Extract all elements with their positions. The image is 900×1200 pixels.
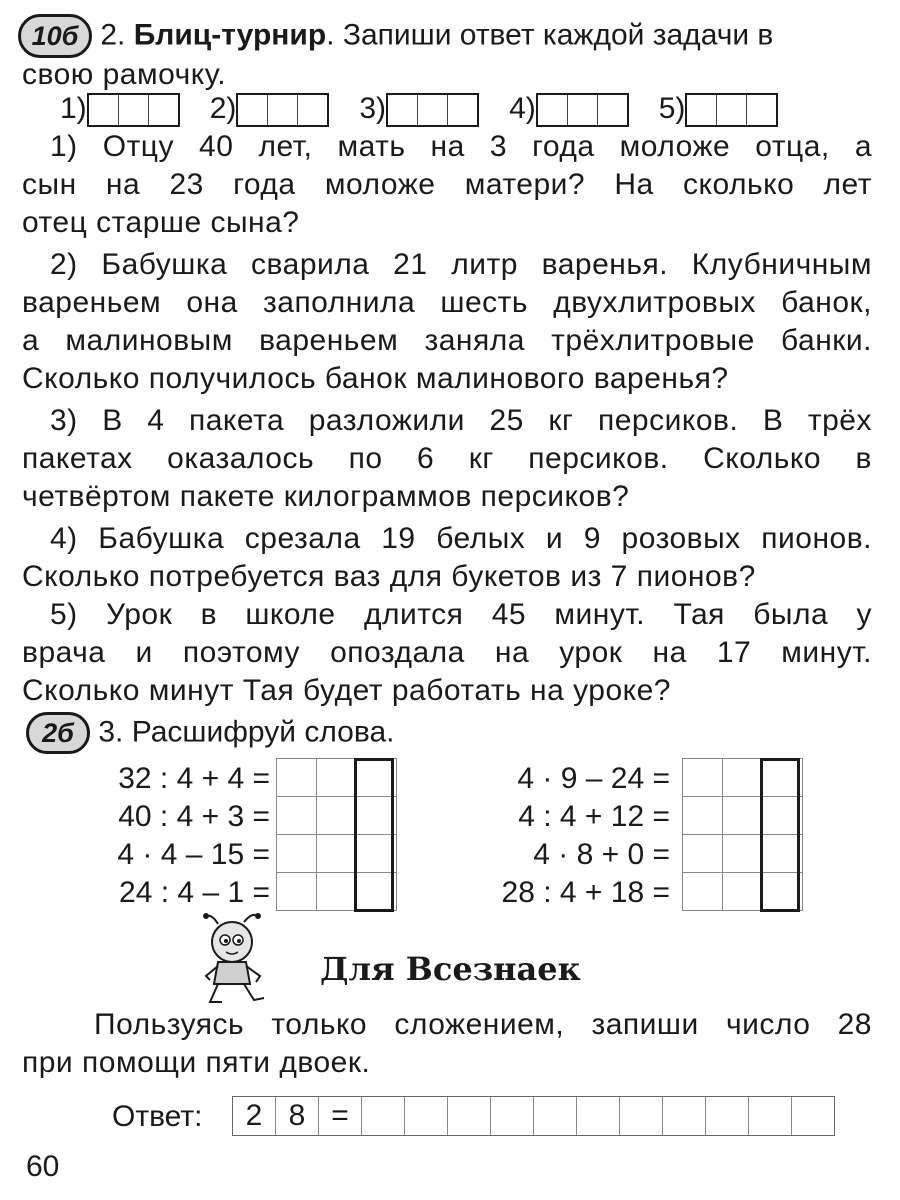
answer-label: 3) bbox=[359, 92, 387, 125]
task2-header bbox=[18, 14, 773, 58]
problem-5-line-1: 5) Урок в школе длится 45 минут. Тая была у bbox=[50, 598, 872, 631]
answer-cell bbox=[491, 1097, 534, 1135]
equation-left-2: 40 : 4 + 3 = bbox=[118, 800, 270, 833]
bonus-text-line-1: Пользуясь только сложением, запиши число 28 bbox=[94, 1008, 872, 1041]
answer-label: 1) bbox=[60, 92, 87, 125]
bonus-answer-label: Ответ: bbox=[112, 1100, 203, 1133]
bonus-heading: Для Всезнаек bbox=[320, 950, 581, 988]
answer-box-1[interactable] bbox=[60, 92, 180, 127]
points-badge: 2б bbox=[26, 712, 90, 754]
task3-header bbox=[26, 712, 395, 754]
answer-cell: 2 bbox=[233, 1097, 276, 1135]
answer-cell bbox=[706, 1097, 749, 1135]
equation-right-4: 28 : 4 + 18 = bbox=[501, 876, 670, 909]
answer-cell bbox=[534, 1097, 577, 1135]
cartoon-boy-illustration bbox=[196, 910, 270, 1006]
problem-2-line-1: 2) Бабушка сварила 21 литр варенья. Клубничным bbox=[50, 248, 872, 281]
problem-1-line-1: 1) Отцу 40 лет, мать на 3 года моложе отца, а bbox=[50, 130, 872, 163]
answer-cell bbox=[749, 1097, 792, 1135]
answer-box-3[interactable] bbox=[359, 92, 479, 127]
task2-title: Блиц-турнир bbox=[133, 18, 327, 52]
problem-2-line-4: Сколько получилось банок малинового варенья? bbox=[22, 362, 729, 395]
answer-label: 4) bbox=[509, 92, 536, 125]
problem-2-line-3: а малиновым вареньем заняла трёхлитровые банки. bbox=[22, 324, 872, 357]
answer-cell bbox=[620, 1097, 663, 1135]
answer-cell bbox=[362, 1097, 405, 1135]
problem-4-line-1: 4) Бабушка срезала 19 белых и 9 розовых пионов. bbox=[50, 522, 872, 555]
answer-cell bbox=[577, 1097, 620, 1135]
problem-5-line-2: врача и поэтому опоздала на урок на 17 минут. bbox=[22, 636, 872, 669]
answer-cell bbox=[663, 1097, 706, 1135]
answer-box-4[interactable] bbox=[509, 92, 629, 127]
problem-4-line-2: Сколько потребуется ваз для букетов из 7 пионов? bbox=[22, 560, 756, 593]
answer-box-5[interactable] bbox=[659, 92, 779, 127]
problem-3-line-1: 3) В 4 пакета разложили 25 кг персиков. В трёх bbox=[50, 404, 872, 437]
equation-right-3: 4 · 8 + 0 = bbox=[533, 838, 670, 871]
problem-1-line-2: сын на 23 года моложе матери? На сколько лет bbox=[22, 168, 872, 201]
answer-cell: = bbox=[319, 1097, 362, 1135]
problem-1-line-3: отец старше сына? bbox=[22, 206, 300, 239]
problem-2-line-2: вареньем она заполнила шесть двухлитровых банок, bbox=[22, 286, 872, 319]
problem-5-line-3: Сколько минут Тая будет работать на уроке? bbox=[22, 674, 671, 707]
task2-instruction: . Запиши ответ каждой задачи в bbox=[326, 18, 774, 52]
equation-right-2: 4 : 4 + 12 = bbox=[518, 800, 670, 833]
answer-label: 2) bbox=[209, 92, 237, 125]
answer-cell bbox=[448, 1097, 491, 1135]
keyword-column-left bbox=[354, 758, 394, 912]
points-badge: 10б bbox=[18, 14, 92, 58]
page-number: 60 bbox=[26, 1150, 60, 1183]
answer-box-2[interactable] bbox=[210, 92, 330, 127]
answer-boxes-row bbox=[60, 92, 778, 127]
equation-left-4: 24 : 4 – 1 = bbox=[119, 876, 270, 909]
task3-title: 3. Расшифруй слова. bbox=[98, 715, 395, 749]
answer-cell: 8 bbox=[276, 1097, 319, 1135]
task2-number: 2. bbox=[100, 18, 126, 52]
bonus-answer-cells[interactable] bbox=[232, 1096, 835, 1136]
answer-cell bbox=[405, 1097, 448, 1135]
task2-instruction-line2: свою рамочку. bbox=[22, 58, 227, 91]
problem-3-line-2: пакетах оказалось по 6 кг персиков. Сколько в bbox=[22, 442, 872, 475]
problem-3-line-3: четвёртом пакете килограммов персиков? bbox=[22, 480, 630, 513]
answer-label: 5) bbox=[658, 92, 686, 125]
equation-right-1: 4 · 9 – 24 = bbox=[517, 762, 670, 795]
keyword-column-right bbox=[760, 758, 800, 912]
bonus-text-line-2: при помощи пяти двоек. bbox=[22, 1046, 371, 1079]
equation-left-3: 4 · 4 – 15 = bbox=[117, 838, 270, 871]
equation-left-1: 32 : 4 + 4 = bbox=[118, 762, 270, 795]
answer-cell bbox=[792, 1097, 834, 1135]
